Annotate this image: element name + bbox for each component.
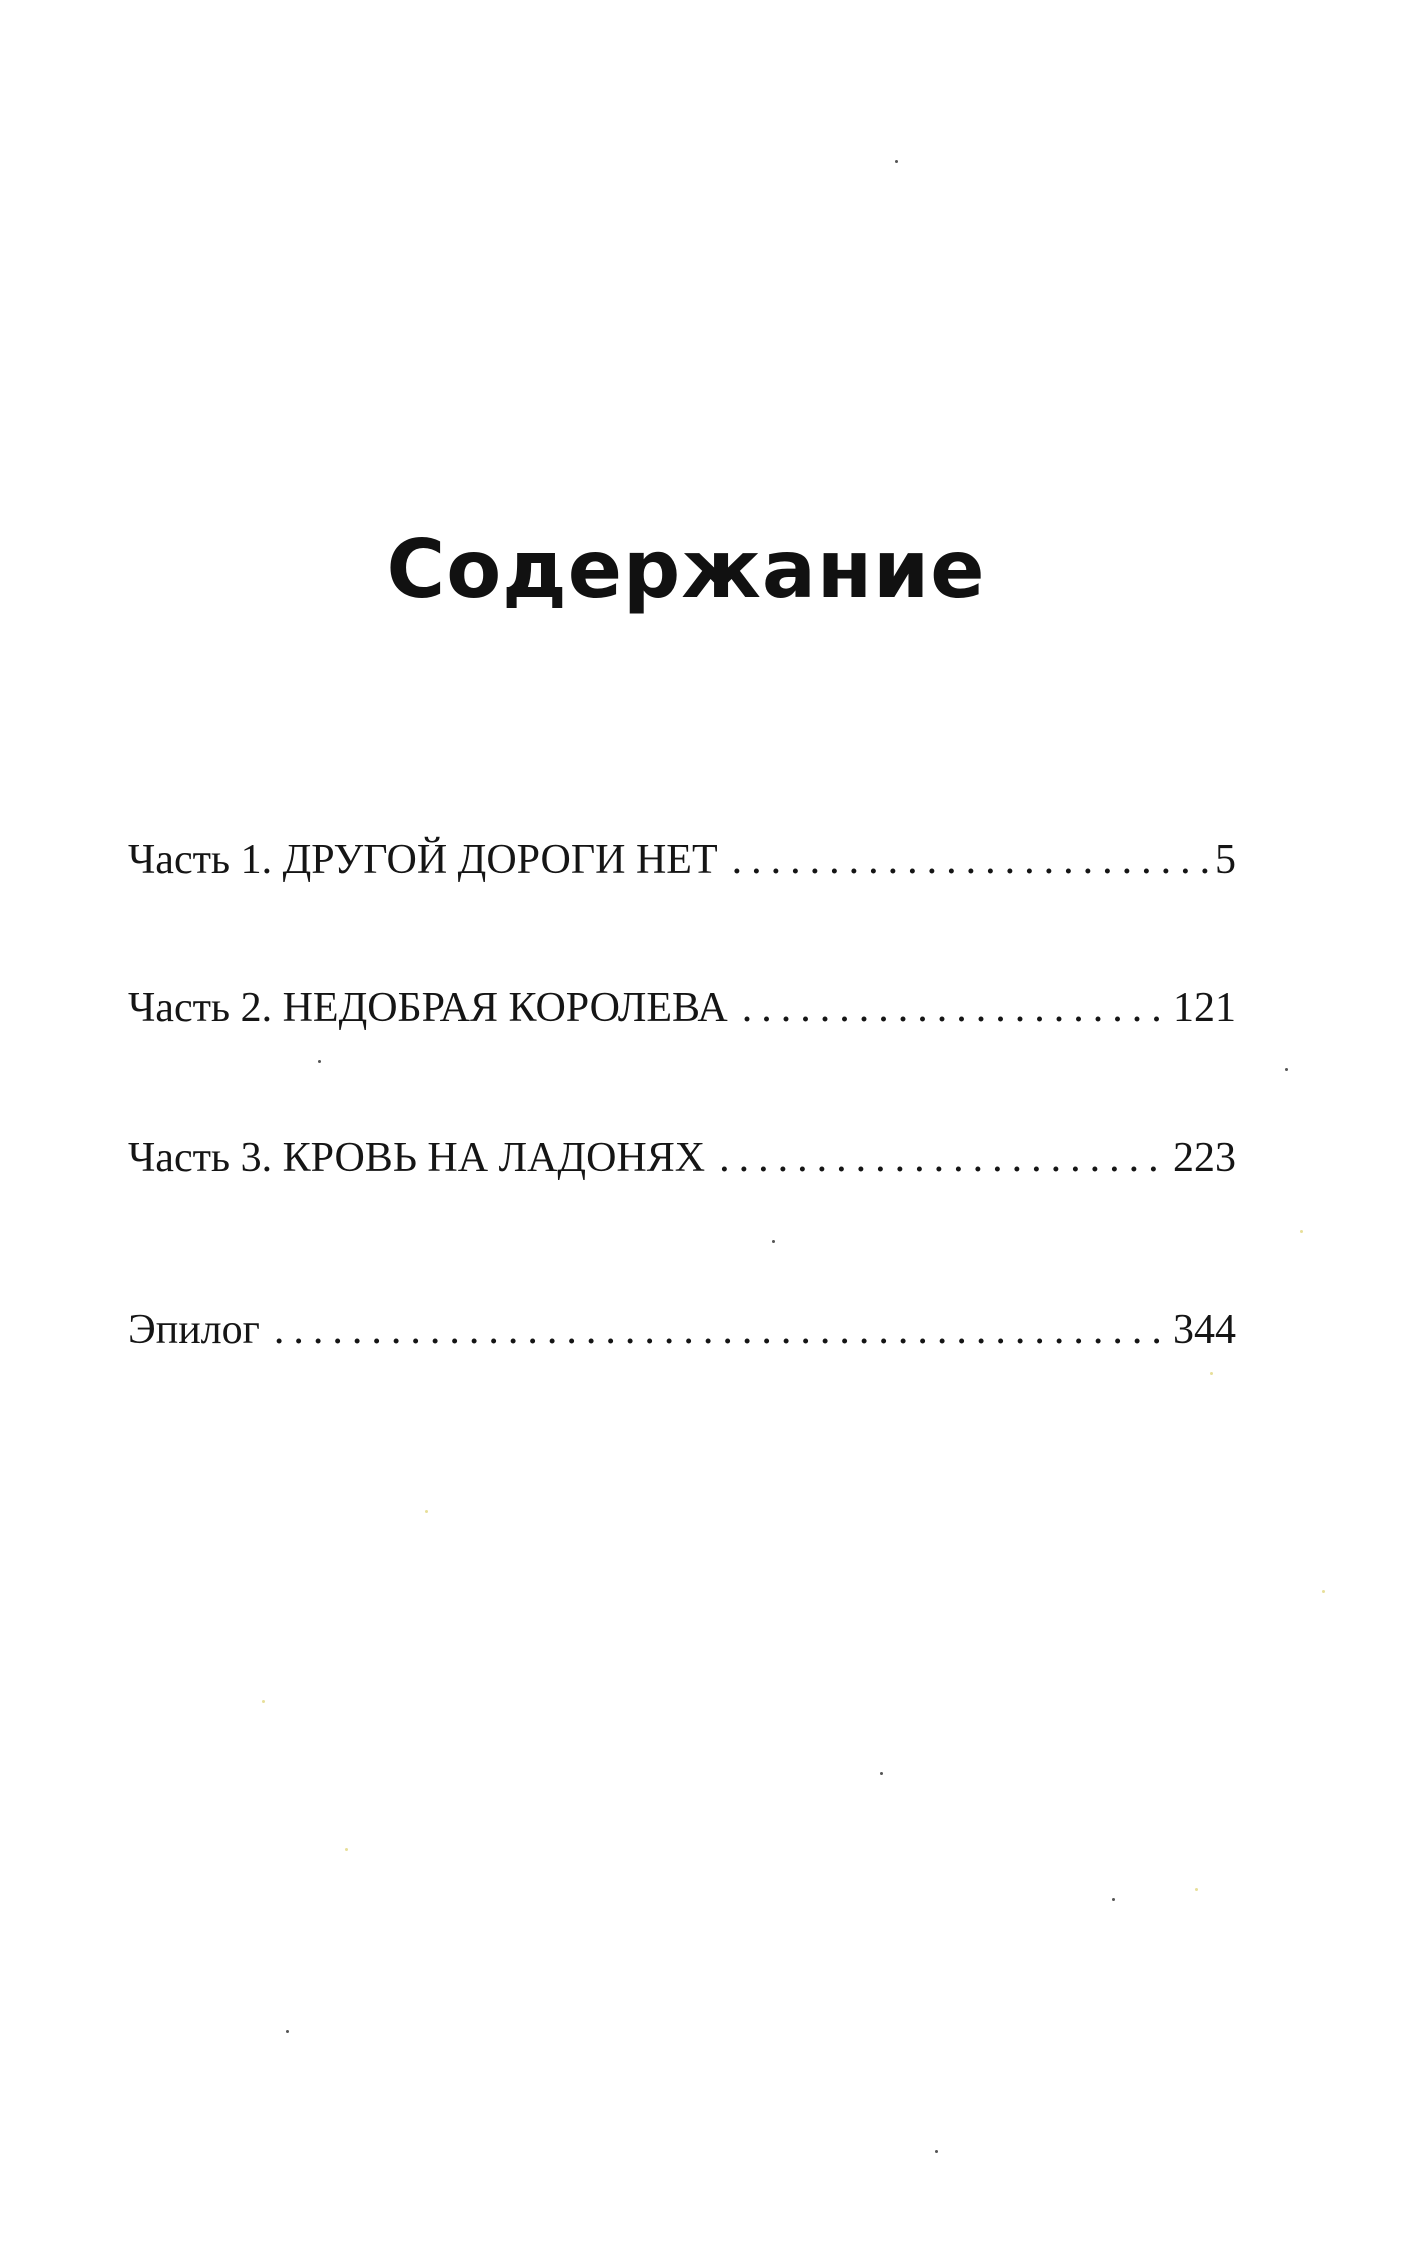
scan-speck [880, 1772, 883, 1775]
scan-speck [345, 1848, 348, 1851]
scan-speck [895, 160, 898, 163]
toc-entry-page-number: 223 [1173, 1135, 1236, 1181]
dot-leader [719, 1128, 1167, 1188]
scan-speck [1300, 1230, 1303, 1233]
scan-speck [318, 1060, 321, 1063]
dot-leader [732, 830, 1209, 890]
scan-speck [1210, 1372, 1213, 1375]
toc-entry-label: Часть 1. ДРУГОЙ ДОРОГИ НЕТ [128, 837, 718, 883]
scan-speck [425, 1510, 428, 1513]
toc-entry-part-2[interactable] [128, 978, 1236, 1038]
toc-entry-label: Часть 3. КРОВЬ НА ЛАДОНЯХ [128, 1135, 706, 1181]
toc-entry-epilogue[interactable] [128, 1300, 1236, 1360]
scan-speck [286, 2030, 289, 2033]
scan-speck [1112, 1898, 1115, 1901]
scan-speck [1285, 1068, 1288, 1071]
page-title: Содержание [386, 523, 986, 616]
dot-leader [742, 978, 1167, 1038]
toc-entry-part-1[interactable] [128, 830, 1236, 890]
toc-entry-label: Часть 2. НЕДОБРАЯ КОРОЛЕВА [128, 985, 728, 1031]
dot-leader [274, 1300, 1167, 1360]
scan-speck [935, 2150, 938, 2153]
toc-entry-page-number: 344 [1173, 1307, 1236, 1353]
toc-entry-part-3[interactable] [128, 1128, 1236, 1188]
toc-entry-page-number: 121 [1173, 985, 1236, 1031]
toc-entry-label: Эпилог [128, 1307, 260, 1353]
scan-speck [1195, 1888, 1198, 1891]
scan-speck [1322, 1590, 1325, 1593]
toc-entry-page-number: 5 [1215, 837, 1236, 883]
scan-speck [262, 1700, 265, 1703]
scan-speck [772, 1240, 775, 1243]
